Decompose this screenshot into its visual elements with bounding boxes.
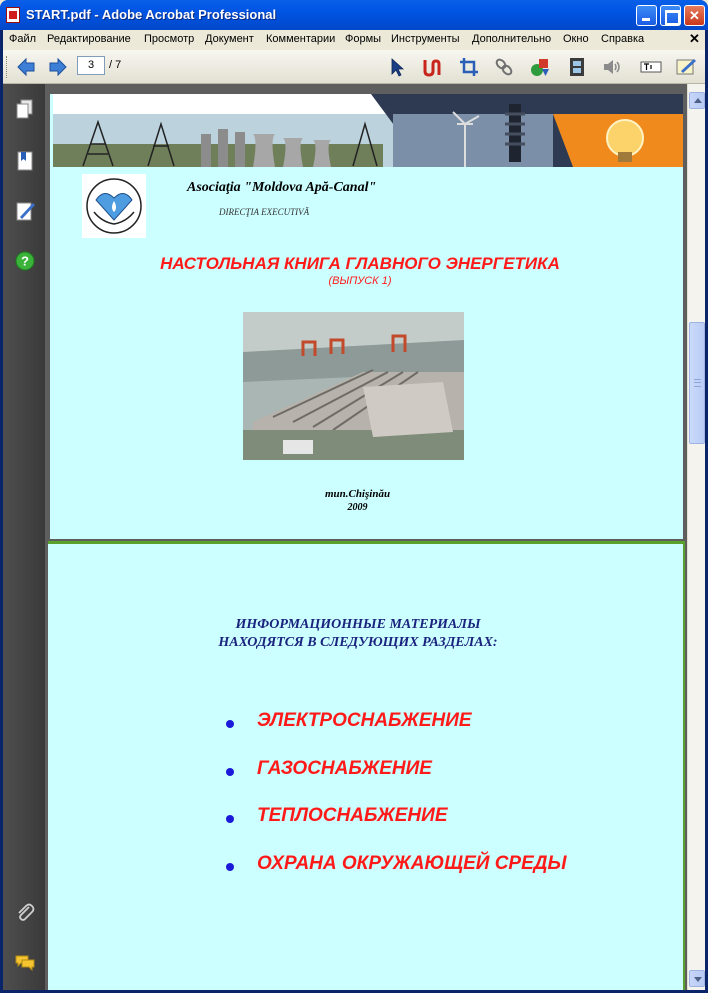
- comments-icon[interactable]: [14, 952, 36, 974]
- pdf-app-icon[interactable]: [6, 7, 20, 23]
- pages-icon[interactable]: [14, 98, 36, 120]
- book-subtitle: (ВЫПУСК 1): [328, 275, 392, 287]
- bullet-icon: [226, 720, 234, 728]
- menu-file[interactable]: Файл: [9, 33, 37, 45]
- arrow-left-icon[interactable]: [15, 56, 37, 78]
- page-total: / 7: [109, 59, 122, 71]
- menu-forms[interactable]: Формы: [345, 33, 382, 45]
- menu-window[interactable]: Окно: [563, 33, 589, 45]
- minimize-button[interactable]: [636, 5, 657, 26]
- energy-banner-image: [53, 94, 683, 167]
- toolbar-grip[interactable]: [6, 56, 9, 78]
- section-label: ОХРАНА ОКРУЖАЮЩЕЙ СРЕДЫ: [257, 852, 567, 874]
- publication-city: mun.Chişinău: [324, 488, 391, 500]
- association-name: Asociaţia "Moldova Apă-Canal": [187, 180, 377, 195]
- close-icon: ✕: [689, 8, 700, 23]
- maximize-button[interactable]: [660, 5, 681, 26]
- association-logo: [82, 174, 146, 238]
- book-title: НАСТОЛЬНАЯ КНИГА ГЛАВНОГО ЭНЕРГЕТИКА: [160, 254, 560, 273]
- menu-help[interactable]: Справка: [601, 33, 645, 45]
- grip-icon: [694, 379, 701, 387]
- crop-icon[interactable]: [458, 56, 480, 78]
- pdf-page-2: [48, 541, 685, 990]
- chevron-up-icon: [694, 98, 702, 103]
- menu-document[interactable]: Документ: [205, 33, 254, 45]
- page-number-input[interactable]: 3: [77, 56, 105, 75]
- scroll-thumb[interactable]: [689, 322, 705, 444]
- text-field-icon[interactable]: [640, 56, 662, 78]
- dam-photo: [243, 312, 464, 460]
- pdf-page-1: [50, 94, 683, 539]
- window-title: START.pdf - Adobe Acrobat Professional: [26, 7, 277, 22]
- sign-icon[interactable]: [675, 56, 697, 78]
- vertical-scrollbar[interactable]: [687, 84, 705, 990]
- scroll-down-button[interactable]: [689, 970, 705, 987]
- menu-comments[interactable]: Комментарии: [266, 33, 336, 45]
- menu-advanced[interactable]: Дополнительно: [472, 33, 552, 45]
- select-cursor-icon[interactable]: [386, 56, 408, 78]
- 3d-shapes-icon[interactable]: [529, 56, 551, 78]
- minimize-icon: [637, 6, 656, 25]
- toolbar: [3, 50, 705, 84]
- help-icon-glyph: ?: [21, 253, 29, 269]
- scroll-up-button[interactable]: [689, 92, 705, 109]
- menu-tools[interactable]: Инструменты: [391, 33, 460, 45]
- help-icon[interactable]: [14, 250, 36, 272]
- bullet-icon: [226, 863, 234, 871]
- menu-edit[interactable]: Редактирование: [47, 33, 131, 45]
- section-label: ЭЛЕКТРОСНАБЖЕНИЕ: [257, 710, 472, 731]
- bullet-icon: [226, 815, 234, 823]
- attachments-icon[interactable]: [14, 902, 36, 924]
- section-label: ГАЗОСНАБЖЕНИЕ: [257, 757, 432, 779]
- touchup-text-icon[interactable]: [421, 56, 443, 78]
- menu-bar: [3, 30, 705, 50]
- navigation-pane: [3, 84, 45, 990]
- directorate-name: DIRECŢIA EXECUTIVĂ: [219, 207, 310, 217]
- title-bar[interactable]: [0, 0, 708, 30]
- sound-icon[interactable]: [601, 56, 623, 78]
- arrow-right-icon[interactable]: [47, 56, 69, 78]
- info-heading-line-1: ИНФОРМАЦИОННЫЕ МАТЕРИАЛЫ: [235, 617, 481, 632]
- publication-year: 2009: [347, 502, 368, 513]
- bookmarks-icon[interactable]: [14, 150, 36, 172]
- signatures-icon[interactable]: [14, 200, 36, 222]
- movie-icon[interactable]: [566, 56, 588, 78]
- document-close-icon[interactable]: ✕: [689, 31, 700, 46]
- section-label: ТЕПЛОСНАБЖЕНИЕ: [257, 805, 448, 826]
- bullet-icon: [226, 768, 234, 776]
- document-view[interactable]: [45, 84, 687, 990]
- close-button[interactable]: [684, 5, 705, 26]
- link-icon[interactable]: [493, 56, 515, 78]
- chevron-down-icon: [694, 977, 702, 982]
- menu-view[interactable]: Просмотр: [144, 33, 195, 45]
- maximize-icon: [661, 6, 680, 25]
- info-heading-line-2: НАХОДЯТСЯ В СЛЕДУЮЩИХ РАЗДЕЛАХ:: [218, 635, 498, 650]
